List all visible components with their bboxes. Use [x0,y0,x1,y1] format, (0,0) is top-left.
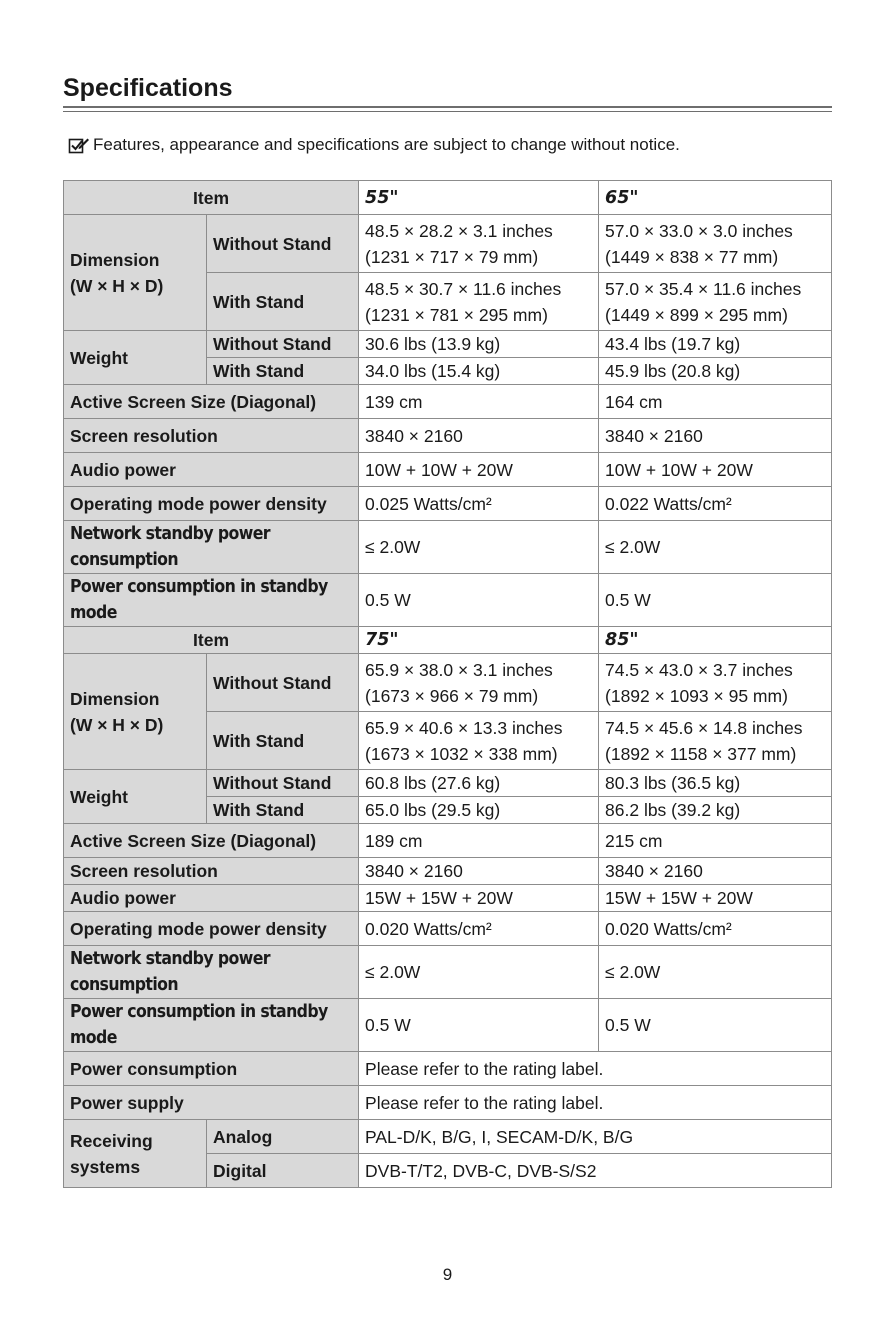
checkbox-pencil-icon [68,136,90,154]
item-header: Item [64,181,359,215]
dimension-value: 57.0 × 33.0 × 3.0 inches (1449 × 838 × 77 mm) [599,215,832,273]
standby-mode-value: 0.5 W [359,574,599,627]
digital-label: Digital [207,1154,359,1188]
weight-value: 60.8 lbs (27.6 kg) [359,770,599,797]
model-size: 55" [359,181,599,215]
weight-value: 86.2 lbs (39.2 kg) [599,797,832,824]
audio-power-label: Audio power [64,885,359,912]
page-title: Specifications [63,74,233,102]
standby-mode-label: Power consumption in standby mode [64,999,359,1052]
network-standby-value: ≤ 2.0W [359,521,599,574]
without-stand-label: Without Stand [207,654,359,712]
dimension-value: 48.5 × 28.2 × 3.1 inches (1231 × 717 × 79 mm) [359,215,599,273]
with-stand-label: With Stand [207,273,359,331]
table-row [64,521,832,574]
analog-value: PAL-D/K, B/G, I, SECAM-D/K, B/G [359,1120,832,1154]
table-row [64,385,832,419]
table-row [64,885,832,912]
receiving-systems-label: Receiving systems [64,1120,207,1188]
table-row [64,215,832,273]
density-value: 0.020 Watts/cm² [359,912,599,946]
dimension-value: 74.5 × 45.6 × 14.8 inches (1892 × 1158 × 377 mm) [599,712,832,770]
network-standby-value: ≤ 2.0W [599,521,832,574]
network-standby-value: ≤ 2.0W [359,946,599,999]
table-row [64,858,832,885]
table-row [64,824,832,858]
table-row [64,419,832,453]
model-size: 85" [599,627,832,654]
density-label: Operating mode power density [64,487,359,521]
table-row [64,946,832,999]
resolution-value: 3840 × 2160 [359,858,599,885]
dimension-value: 65.9 × 38.0 × 3.1 inches (1673 × 966 × 79 mm) [359,654,599,712]
power-supply-value: Please refer to the rating label. [359,1086,832,1120]
item-header: Item [64,627,359,654]
model-size: 75" [359,627,599,654]
density-value: 0.025 Watts/cm² [359,487,599,521]
table-row [64,487,832,521]
density-value: 0.022 Watts/cm² [599,487,832,521]
title-rule-thin [63,111,832,112]
table-row [64,453,832,487]
resolution-value: 3840 × 2160 [599,858,832,885]
active-screen-value: 189 cm [359,824,599,858]
dimension-label: Dimension (W × H × D) [64,215,207,331]
table-row [64,627,832,654]
table-row [64,181,832,215]
audio-power-value: 10W + 10W + 20W [359,453,599,487]
title-rule-thick [63,106,832,108]
model-size: 65" [599,181,832,215]
audio-power-label: Audio power [64,453,359,487]
without-stand-label: Without Stand [207,331,359,358]
weight-value: 34.0 lbs (15.4 kg) [359,358,599,385]
audio-power-value: 15W + 15W + 20W [359,885,599,912]
weight-value: 30.6 lbs (13.9 kg) [359,331,599,358]
weight-label: Weight [64,331,207,385]
standby-mode-value: 0.5 W [599,999,832,1052]
table-row [64,1086,832,1120]
dimension-value: 74.5 × 43.0 × 3.7 inches (1892 × 1093 × 95 mm) [599,654,832,712]
network-standby-label: Network standby power consumption [64,946,359,999]
active-screen-label: Active Screen Size (Diagonal) [64,824,359,858]
table-row [64,1052,832,1086]
weight-value: 45.9 lbs (20.8 kg) [599,358,832,385]
dimension-value: 65.9 × 40.6 × 13.3 inches (1673 × 1032 × 338 mm) [359,712,599,770]
dimension-value: 48.5 × 30.7 × 11.6 inches (1231 × 781 × 295 mm) [359,273,599,331]
dimension-label: Dimension (W × H × D) [64,654,207,770]
power-consumption-value: Please refer to the rating label. [359,1052,832,1086]
resolution-label: Screen resolution [64,419,359,453]
power-supply-label: Power supply [64,1086,359,1120]
notice [68,135,680,155]
weight-value: 80.3 lbs (36.5 kg) [599,770,832,797]
without-stand-label: Without Stand [207,770,359,797]
weight-value: 43.4 lbs (19.7 kg) [599,331,832,358]
without-stand-label: Without Stand [207,215,359,273]
spec-table [63,180,832,1188]
active-screen-value: 139 cm [359,385,599,419]
density-label: Operating mode power density [64,912,359,946]
active-screen-label: Active Screen Size (Diagonal) [64,385,359,419]
network-standby-label: Network standby power consumption [64,521,359,574]
audio-power-value: 15W + 15W + 20W [599,885,832,912]
active-screen-value: 164 cm [599,385,832,419]
audio-power-value: 10W + 10W + 20W [599,453,832,487]
table-row [64,912,832,946]
table-row [64,770,832,797]
active-screen-value: 215 cm [599,824,832,858]
table-row [64,654,832,712]
weight-value: 65.0 lbs (29.5 kg) [359,797,599,824]
table-row [64,1120,832,1154]
digital-value: DVB-T/T2, DVB-C, DVB-S/S2 [359,1154,832,1188]
standby-mode-value: 0.5 W [599,574,832,627]
table-row [64,574,832,627]
analog-label: Analog [207,1120,359,1154]
resolution-value: 3840 × 2160 [359,419,599,453]
notice-text: Features, appearance and specifications are subject to change without notice. [93,135,680,154]
resolution-label: Screen resolution [64,858,359,885]
with-stand-label: With Stand [207,358,359,385]
standby-mode-label: Power consumption in standby mode [64,574,359,627]
weight-label: Weight [64,770,207,824]
with-stand-label: With Stand [207,712,359,770]
with-stand-label: With Stand [207,797,359,824]
table-row [64,999,832,1052]
standby-mode-value: 0.5 W [359,999,599,1052]
power-consumption-label: Power consumption [64,1052,359,1086]
table-row [64,331,832,358]
dimension-value: 57.0 × 35.4 × 11.6 inches (1449 × 899 × 295 mm) [599,273,832,331]
density-value: 0.020 Watts/cm² [599,912,832,946]
resolution-value: 3840 × 2160 [599,419,832,453]
network-standby-value: ≤ 2.0W [599,946,832,999]
page-number: 9 [442,1265,453,1284]
